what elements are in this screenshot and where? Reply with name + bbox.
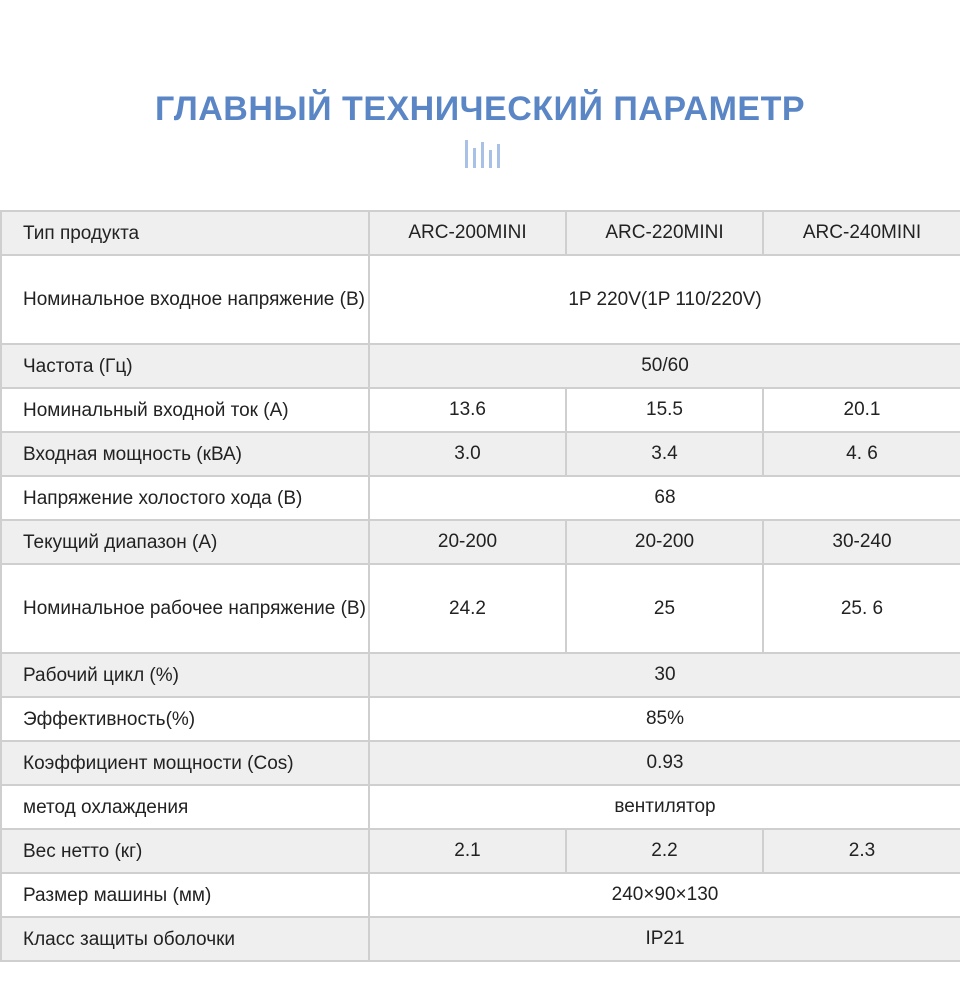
table-row: [1, 564, 960, 653]
row-value: 2.1: [369, 829, 566, 873]
table-row: [1, 697, 960, 741]
table-row: [1, 432, 960, 476]
row-value: 2.2: [566, 829, 763, 873]
row-value: 85%: [369, 697, 960, 741]
row-value: IP21: [369, 917, 960, 961]
row-value: 25. 6: [763, 564, 960, 653]
row-label: Размер машины (мм): [1, 873, 369, 917]
row-value: 4. 6: [763, 432, 960, 476]
row-label: Номинальное рабочее напряжение (В): [1, 564, 369, 653]
table-row: [1, 255, 960, 344]
row-value: 50/60: [369, 344, 960, 388]
row-value: 20-200: [369, 520, 566, 564]
table-row: [1, 785, 960, 829]
row-label: Класс защиты оболочки: [1, 917, 369, 961]
row-label: Входная мощность (кВА): [1, 432, 369, 476]
row-value: вентилятор: [369, 785, 960, 829]
row-value: 1P 220V(1P 110/220V): [369, 255, 960, 344]
row-value: 24.2: [369, 564, 566, 653]
row-value: 0.93: [369, 741, 960, 785]
model-name: ARC-240MINI: [763, 211, 960, 255]
table-row: [1, 829, 960, 873]
table-row: [1, 741, 960, 785]
table-row: [1, 476, 960, 520]
table-row: [1, 873, 960, 917]
header-label: Тип продукта: [1, 211, 369, 255]
row-value: 3.4: [566, 432, 763, 476]
model-name: ARC-220MINI: [566, 211, 763, 255]
row-value: 68: [369, 476, 960, 520]
row-value: 240×90×130: [369, 873, 960, 917]
row-label: метод охлаждения: [1, 785, 369, 829]
row-value: 20-200: [566, 520, 763, 564]
table-row: [1, 917, 960, 961]
row-value: 13.6: [369, 388, 566, 432]
table-row: [1, 344, 960, 388]
page-title: ГЛАВНЫЙ ТЕХНИЧЕСКИЙ ПАРАМЕТР: [154, 90, 806, 128]
row-label: Номинальное входное напряжение (В): [1, 255, 369, 344]
table-row: [1, 388, 960, 432]
row-label: Напряжение холостого хода (В): [1, 476, 369, 520]
row-label: Вес нетто (кг): [1, 829, 369, 873]
table-row: [1, 520, 960, 564]
row-value: 2.3: [763, 829, 960, 873]
row-value: 25: [566, 564, 763, 653]
row-value: 3.0: [369, 432, 566, 476]
row-label: Рабочий цикл (%): [1, 653, 369, 697]
row-label: Эффективность(%): [1, 697, 369, 741]
row-label: Коэффициент мощности (Cos): [1, 741, 369, 785]
spec-table: [0, 210, 960, 962]
table-header-row: [1, 211, 960, 255]
row-value: 30-240: [763, 520, 960, 564]
row-value: 30: [369, 653, 960, 697]
row-value: 20.1: [763, 388, 960, 432]
row-label: Текущий диапазон (А): [1, 520, 369, 564]
bars-icon: [463, 138, 503, 170]
row-label: Номинальный входной ток (А): [1, 388, 369, 432]
model-name: ARC-200MINI: [369, 211, 566, 255]
table-row: [1, 653, 960, 697]
row-label: Частота (Гц): [1, 344, 369, 388]
row-value: 15.5: [566, 388, 763, 432]
